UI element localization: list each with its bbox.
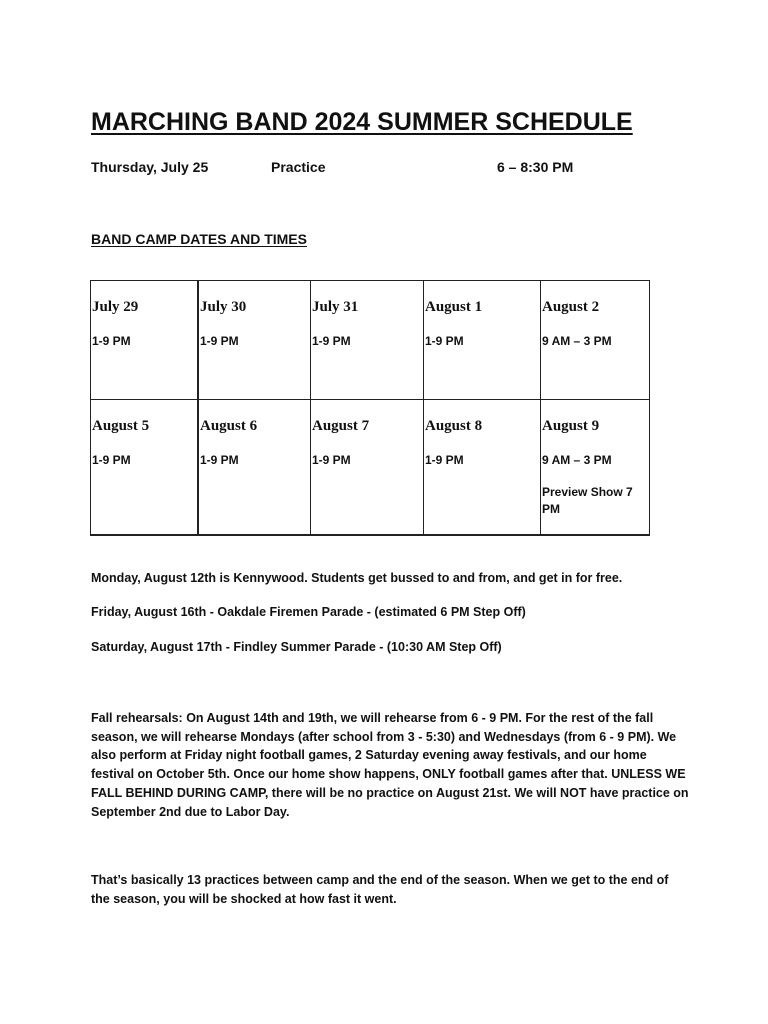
- camp-cell: [198, 281, 311, 400]
- camp-day: July 30: [200, 299, 247, 315]
- camp-cell: [198, 400, 311, 536]
- practice-type: Practice: [271, 159, 326, 175]
- camp-day: August 8: [425, 418, 483, 434]
- camp-hours: 1-9 PM: [92, 453, 131, 467]
- camp-week-2-row: [91, 400, 650, 536]
- camp-cell: [424, 281, 541, 400]
- camp-cell: [311, 400, 424, 536]
- camp-day: August 9: [542, 418, 600, 434]
- practice-date: Thursday, July 25: [91, 159, 209, 175]
- camp-day: July 31: [312, 299, 359, 315]
- camp-hours: 9 AM – 3 PM: [542, 334, 612, 348]
- fall-rehearsals-paragraph: Fall rehearsals: On August 14th and 19th, we will rehearse from 6 - 9 PM. For the rest of the fall season, we will rehearse Mondays (after school from 3 - 5:30) and Wednesdays (from 6 - 9 PM). We also perform at Friday night football games, 2 Saturday evening away festivals, and our home festival on October 5th. Once our home show happens, ONLY football games after that. UNLESS WE FALL BEHIND DURING CAMP, there will be no practice on August 21st. We will NOT have practice on September 2nd due to Labor Day.: [91, 711, 689, 819]
- camp-day: August 7: [312, 418, 370, 434]
- camp-hours: 1-9 PM: [312, 334, 351, 348]
- camp-day: August 1: [425, 299, 483, 315]
- camp-cell: [91, 400, 199, 536]
- camp-day: July 29: [92, 299, 139, 315]
- camp-hours: 1-9 PM: [425, 453, 464, 467]
- camp-hours: 1-9 PM: [92, 334, 131, 348]
- page-title: MARCHING BAND 2024 SUMMER SCHEDULE: [91, 108, 633, 136]
- camp-day: August 6: [200, 418, 258, 434]
- camp-hours: 1-9 PM: [425, 334, 464, 348]
- preview-show-note: Preview Show 7 PM: [542, 485, 633, 516]
- camp-cell: [311, 281, 424, 400]
- camp-hours: 1-9 PM: [200, 453, 239, 467]
- camp-heading: BAND CAMP DATES AND TIMES: [91, 231, 307, 247]
- closing-paragraph: That’s basically 13 practices between camp and the end of the season. When we get to the end of the season, you will be shocked at how fast it went.: [91, 873, 669, 906]
- event-kennywood: Monday, August 12th is Kennywood. Students get bussed to and from, and get in for free.: [91, 571, 623, 585]
- camp-hours: 1-9 PM: [200, 334, 239, 348]
- camp-hours: 1-9 PM: [312, 453, 351, 467]
- camp-day: August 5: [92, 418, 150, 434]
- camp-week-1-row: [91, 281, 650, 400]
- camp-schedule-table: [90, 280, 650, 536]
- camp-cell: [541, 400, 650, 536]
- practice-time: 6 – 8:30 PM: [497, 159, 574, 175]
- camp-hours: 9 AM – 3 PM: [542, 453, 612, 467]
- event-findley-parade: Saturday, August 17th - Findley Summer Parade - (10:30 AM Step Off): [91, 640, 502, 654]
- event-oakdale-parade: Friday, August 16th - Oakdale Firemen Parade - (estimated 6 PM Step Off): [91, 605, 526, 619]
- camp-day: August 2: [542, 299, 600, 315]
- camp-cell: [424, 400, 541, 536]
- camp-cell: [91, 281, 199, 400]
- camp-cell: [541, 281, 650, 400]
